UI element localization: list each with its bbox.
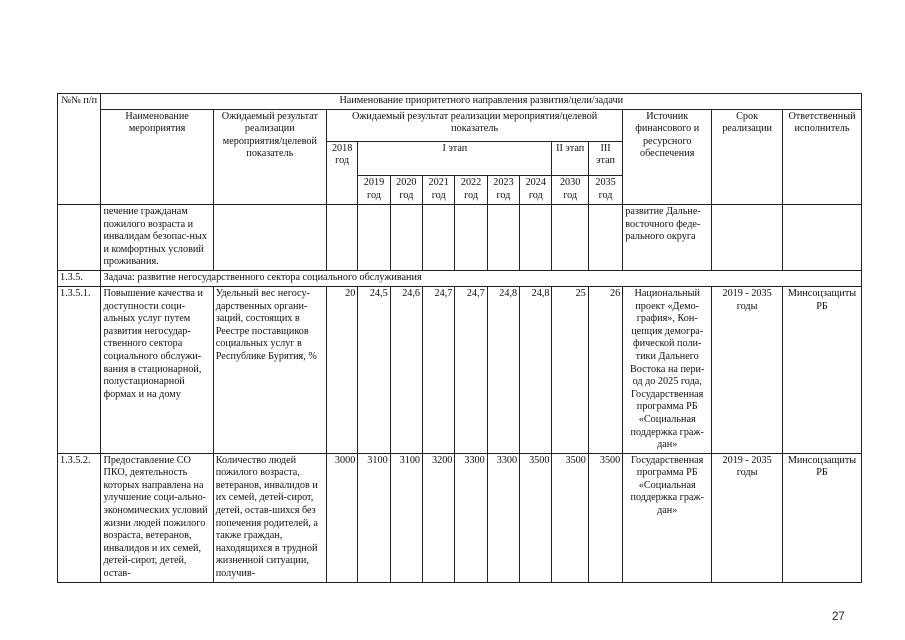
value-cell: 24,6 [390, 286, 422, 453]
row-name: Повышение качества и доступности соци-альных услуг путем развития негосудар-ственного сектора социального обслужи-вания в стационарной, полустационарной формах и на дому [101, 286, 213, 453]
page-number: 27 [832, 611, 845, 623]
resp-header: Ответственный исполнитель [782, 109, 861, 204]
value-cell: 3500 [552, 453, 588, 582]
year-header: 2021 год [423, 176, 455, 205]
row-expected: Удельный вес негосу-дарственных органи-заций, состоящих в Реестре поставщиков социальных услуг в Республике Бурятия, % [213, 286, 326, 453]
stage1-header: I этап [358, 141, 552, 175]
source-header: Источник финансового и ресурсного обеспечения [623, 109, 712, 204]
continuation-name: печение гражданам пожилого возраста и инвалидам безопас-ных и комфортных условий проживания. [101, 205, 213, 271]
value-cell: 24,7 [455, 286, 487, 453]
value-cell: 26 [588, 286, 622, 453]
row-expected: Количество людей пожилого возраста, ветеранов, инвалидов и их семей, детей-сирот, детей, остав-шихся без попечения родителей, а также граждан, находящихся в трудной жизненной ситуации, получив- [213, 453, 326, 582]
row-num: 1.3.5.2. [58, 453, 101, 582]
task-text: Задача: развитие негосударственного сектора социального обслуживания [101, 270, 862, 286]
expected-header: Ожидаемый результат реализации мероприятия/целевой показатель [213, 109, 326, 204]
result-group-header: Ожидаемый результат реализации мероприятия/целевой показатель [326, 109, 622, 141]
row-source: Государственная программа РБ «Социальная поддержка граж-дан» [623, 453, 712, 582]
value-cell: 25 [552, 286, 588, 453]
program-table [57, 93, 862, 583]
row-resp: Минсоцзащиты РБ [782, 453, 861, 582]
stage2-header: II этап [552, 141, 588, 175]
row-term: 2019 - 2035 годы [712, 453, 783, 582]
value-cell: 3500 [588, 453, 622, 582]
table-row [58, 453, 862, 582]
value-cell: 3300 [455, 453, 487, 582]
row-source: Национальный проект «Демо-графия», Кон-цепция демогра-фической поли-тики Дальнего Востока на пери-од до 2025 года, Государственная программа РБ «Социальная поддержка граж-дан» [623, 286, 712, 453]
value-cell: 3500 [520, 453, 552, 582]
value-cell: 24,7 [423, 286, 455, 453]
top-title: Наименование приоритетного направления развития/цели/задачи [101, 94, 862, 110]
row-name: Предоставление СО ПКО, деятельность которых направлена на улучшение соци-ально-экономических условий жизни людей пожилого возраста, ветеранов, инвалидов и их семей, детей-сирот, детей, остав- [101, 453, 213, 582]
value-cell: 24,5 [358, 286, 390, 453]
year-header: 2020 год [390, 176, 422, 205]
year-header: 2035 год [588, 176, 622, 205]
term-header: Срок реализации [712, 109, 783, 204]
num-header: №№ п/п [58, 94, 101, 205]
value-cell: 3100 [358, 453, 390, 582]
task-num: 1.3.5. [58, 270, 101, 286]
year-header: 2024 год [520, 176, 552, 205]
table-row [58, 286, 862, 453]
row-resp: Минсоцзащиты РБ [782, 286, 861, 453]
value-cell: 24,8 [487, 286, 519, 453]
year-2018-header: 2018 год [326, 141, 357, 204]
value-cell: 24,8 [520, 286, 552, 453]
value-cell: 20 [326, 286, 357, 453]
value-cell: 3300 [487, 453, 519, 582]
year-header: 2030 год [552, 176, 588, 205]
year-header: 2019 год [358, 176, 390, 205]
task-row [58, 270, 862, 286]
stage3-header: III этап [588, 141, 622, 175]
value-cell: 3200 [423, 453, 455, 582]
row-term: 2019 - 2035 годы [712, 286, 783, 453]
value-cell: 3000 [326, 453, 357, 582]
year-header: 2022 год [455, 176, 487, 205]
year-header: 2023 год [487, 176, 519, 205]
table-row [58, 205, 862, 271]
row-num: 1.3.5.1. [58, 286, 101, 453]
value-cell: 3100 [390, 453, 422, 582]
continuation-source: развитие Дальне-восточного феде-рального округа [623, 205, 712, 271]
name-header: Наименование мероприятия [101, 109, 213, 204]
